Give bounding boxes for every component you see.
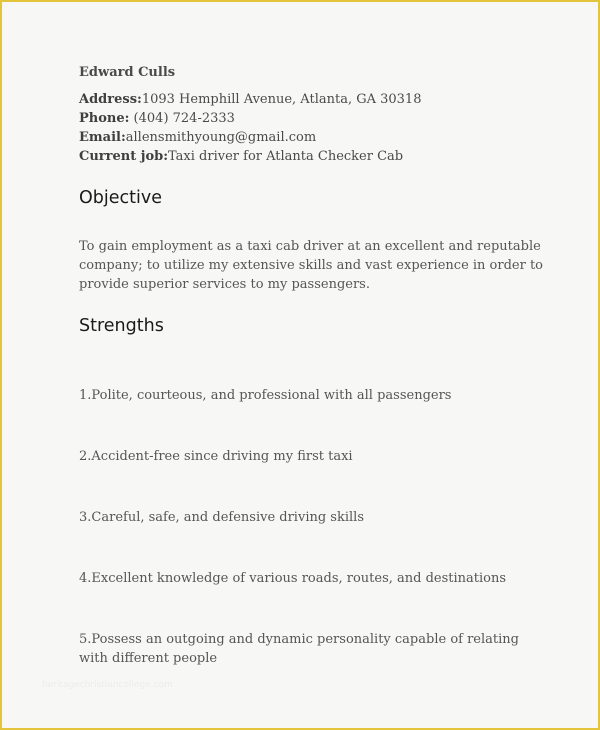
strength-item: 1.Polite, courteous, and professional with all passengers bbox=[79, 388, 452, 403]
strength-item: 3.Careful, safe, and defensive driving skills bbox=[79, 510, 364, 525]
current-job-row bbox=[79, 147, 421, 166]
strengths-heading: Strengths bbox=[79, 316, 164, 336]
watermark: heritagechristiancollege.com bbox=[42, 680, 173, 690]
phone-label: Phone: bbox=[79, 111, 130, 126]
phone-value: (404) 724-2333 bbox=[129, 111, 235, 126]
email-label: Email: bbox=[79, 130, 126, 145]
current-job-label: Current job: bbox=[79, 149, 169, 164]
strength-item: 5.Possess an outgoing and dynamic personality capable of relating with different people bbox=[79, 632, 519, 666]
strength-item: 4.Excellent knowledge of various roads, routes, and destinations bbox=[79, 571, 507, 586]
contact-block bbox=[79, 90, 421, 166]
address-value: 1093 Hemphill Avenue, Atlanta, GA 30318 bbox=[141, 92, 422, 107]
strength-item: 2.Accident-free since driving my first taxi bbox=[79, 449, 353, 464]
email-row bbox=[79, 128, 421, 147]
address-row bbox=[79, 90, 421, 109]
objective-heading: Objective bbox=[79, 188, 162, 208]
address-label: Address: bbox=[79, 92, 142, 107]
resume-name: Edward Culls bbox=[79, 65, 176, 80]
phone-row bbox=[79, 109, 421, 128]
current-job-value: Taxi driver for Atlanta Checker Cab bbox=[168, 149, 404, 164]
email-value: allensmithyoung@gmail.com bbox=[125, 130, 317, 145]
objective-text: To gain employment as a taxi cab driver at an excellent and reputable company; to utilize my extensive skills and vast experience in order to provide superior services to my passengers. bbox=[79, 239, 544, 292]
